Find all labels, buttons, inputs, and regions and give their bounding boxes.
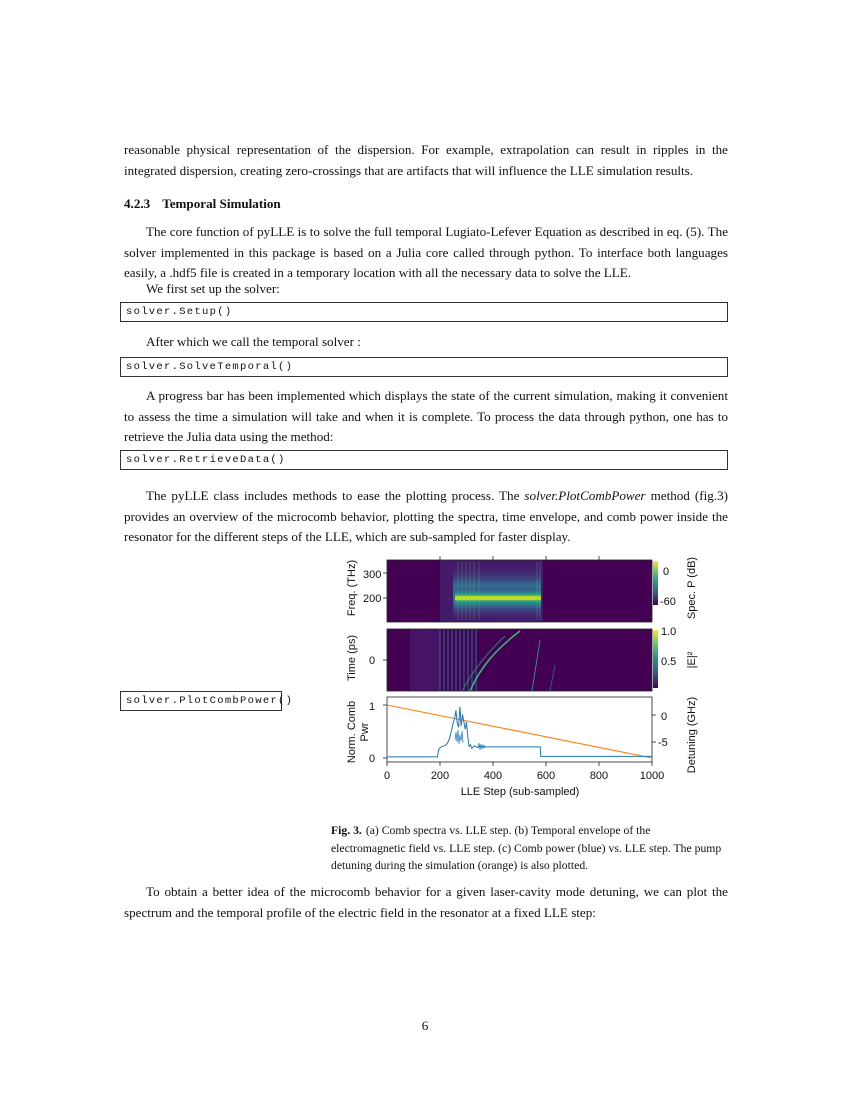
y-label-freq: Freq. (THz): [346, 559, 358, 617]
caption-label: Fig. 3.: [331, 824, 362, 837]
comb-power-oscillations: [455, 730, 485, 750]
y-tick-300: 300: [363, 569, 382, 581]
section-number: 4.2.3: [124, 196, 151, 211]
right-tick-minus5: -5: [658, 737, 668, 749]
cbar-label-field: |E|²: [686, 651, 698, 669]
y-tick-200: 200: [363, 593, 382, 605]
para-progress: A progress bar has been implemented which displays the state of the current simulation, making it convenient to assess the time a simulation will take and when it is complete. To process the data through python, one has to retrieve the Julia data using the method:: [124, 388, 728, 444]
y-tick-0-time: 0: [369, 655, 376, 667]
panel-b: [387, 629, 652, 691]
right-tick-0: 0: [661, 711, 668, 723]
right-label-detuning: Detuning (GHz): [686, 696, 698, 774]
x-tick-600: 600: [536, 770, 556, 782]
detuning-line: [387, 705, 652, 758]
y-label-power: Norm. Comb: [346, 700, 358, 764]
para-setup: We first set up the solver:: [146, 281, 280, 296]
cbar-tick-minus60: -60: [660, 596, 676, 608]
page-number: 6: [421, 1018, 429, 1033]
code-plot-comb-power: solver.PlotCombPower(): [120, 691, 282, 711]
code-setup: solver.Setup(): [120, 302, 728, 322]
x-axis-label: LLE Step (sub-sampled): [460, 786, 580, 798]
cbar-tick-1: 1.0: [661, 626, 677, 638]
figure-caption: [331, 822, 723, 875]
cbar-tick-0: 0: [663, 566, 670, 578]
para-plot-part-b: method (fig.3) provides an overview of the microcomb behavior, plotting the spectra, time envelope, and comb power inside the resonator for the different steps of the LLE, which are sub-sampled for faster display.: [124, 488, 728, 544]
colorbar-spectrum: [653, 561, 658, 605]
para-core-function: The core function of pyLLE is to solve the full temporal Lugiato-Lefever Equation as described in eq. (5). The solver implemented in this package is based on a Julia core called through python. To interface both languages easily, a .hdf5 file is created in a temporary location with all the necessary data to solve the LLE.: [124, 224, 728, 280]
section-title: Temporal Simulation: [162, 196, 281, 211]
y-tick-1-power: 1: [369, 701, 376, 713]
cbar-tick-05: 0.5: [661, 656, 677, 668]
y-label-time: Time (ps): [346, 634, 358, 682]
x-tick-400: 400: [483, 770, 503, 782]
y-tick-0-power: 0: [369, 753, 376, 765]
x-tick-1000: 1000: [639, 770, 665, 782]
x-tick-800: 800: [589, 770, 609, 782]
method-name: solver.PlotCombPower: [524, 488, 646, 503]
panel-c-frame: [387, 697, 652, 762]
cbar-label-spectrum: Spec. P (dB): [686, 556, 698, 620]
code-retrieve-data: solver.RetrieveData(): [120, 450, 728, 470]
x-tick-0: 0: [383, 770, 391, 782]
pump-line: [455, 596, 541, 600]
x-tick-200: 200: [430, 770, 450, 782]
caption-text: (a) Comb spectra vs. LLE step. (b) Temporal envelope of the electromagnetic field vs. LLE step. (c) Comb power (blue) vs. LLE step. The pump detuning during the simulation (orange) is also plotted.: [331, 824, 722, 872]
intro-paragraph: reasonable physical representation of the dispersion. For example, extrapolation can result in ripples in the integrated dispersion, creating zero-crossings that are artifacts that will influence the LLE simulation results.: [124, 142, 728, 178]
para-final: To obtain a better idea of the microcomb behavior for a given laser-cavity mode detuning, we can plot the spectrum and the temporal profile of the electric field in the resonator at a fixed LLE step:: [124, 884, 728, 920]
para-plot-part-a: The pyLLE class includes methods to ease the plotting process. The: [146, 488, 525, 503]
y-label-power-2: Pwr: [359, 722, 371, 742]
colorbar-field: [653, 630, 658, 688]
panel-a: [387, 560, 652, 622]
para-after: After which we call the temporal solver :: [146, 334, 361, 349]
code-solve-temporal: solver.SolveTemporal(): [120, 357, 728, 377]
